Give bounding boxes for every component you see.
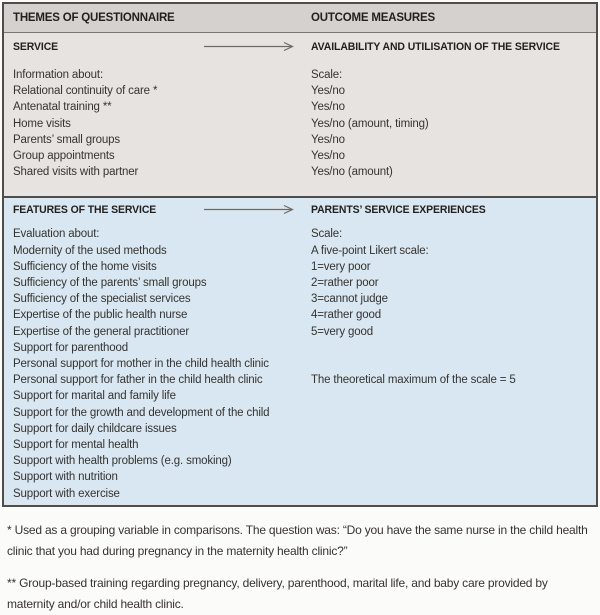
table-row <box>4 405 596 421</box>
theme-item: Antenatal training ** <box>13 101 112 114</box>
section-features <box>4 196 596 504</box>
measure-item: 5=very good <box>311 325 373 338</box>
table-row <box>4 486 596 502</box>
measure-item: Yes/no <box>311 150 345 163</box>
footnote-2: ** Group-based training regarding pregnancy, delivery, parenthood, marital life, and baby care provided by maternity and/or child health clinic. <box>7 575 548 611</box>
measure-item: 4=rather good <box>311 309 381 322</box>
table-row <box>4 83 596 99</box>
theme-item: Shared visits with partner <box>13 166 139 179</box>
measure-item: Yes/no <box>311 101 345 114</box>
right-arrow-icon <box>203 204 300 215</box>
measure-item: Yes/no <box>311 133 345 146</box>
table-row <box>4 226 596 242</box>
theme-item: Support for marital and family life <box>13 390 176 403</box>
measure-item <box>311 388 596 404</box>
section-title-features: FEATURES OF THE SERVICE <box>13 203 157 216</box>
table-row <box>4 67 596 83</box>
questionnaire-table-figure <box>0 2 600 611</box>
measure-item: Scale: <box>311 69 343 81</box>
section-features-rows <box>4 226 596 501</box>
measure-item: Scale: <box>311 228 343 241</box>
measure-item: 3=cannot judge <box>311 293 388 306</box>
theme-item: Group appointments <box>13 150 115 163</box>
column-header-outcomes: OUTCOME MEASURES <box>311 12 435 24</box>
table-row <box>4 291 596 307</box>
footnotes <box>7 520 596 615</box>
column-header-themes: THEMES OF QUESTIONNAIRE <box>13 12 175 24</box>
theme-item: Parents’ small groups <box>13 133 120 146</box>
table-header-row <box>4 4 596 33</box>
theme-item: Support with nutrition <box>13 471 118 484</box>
measure-item <box>311 453 596 469</box>
theme-item: Modernity of the used methods <box>13 244 167 257</box>
theme-item: Sufficiency of the parents’ small groups <box>13 277 207 290</box>
measure-item <box>311 405 596 421</box>
theme-item: Relational continuity of care * <box>13 85 158 98</box>
theme-item: Expertise of the general practitioner <box>13 325 189 338</box>
theme-item: Expertise of the public health nurse <box>13 309 188 322</box>
theme-item: Support for mental health <box>13 439 139 452</box>
table-row <box>4 453 596 469</box>
measure-item <box>311 421 596 437</box>
table-row <box>4 340 596 356</box>
section-service-rows <box>4 67 596 180</box>
measure-item <box>311 356 596 372</box>
table-row <box>4 372 596 388</box>
section-service <box>4 33 596 196</box>
footnote-1: * Used as a grouping variable in comparisons. The question was: “Do you have the same nurse in the child health clinic that you had during pregnancy in the maternity health clinic?” <box>7 522 588 558</box>
measure-item <box>311 486 596 502</box>
measure-item: The theoretical maximum of the scale = 5 <box>311 374 516 387</box>
measure-item: 2=rather poor <box>311 277 379 290</box>
theme-item: Information about: <box>13 69 103 81</box>
theme-item: Support for the growth and development of the child <box>13 406 270 419</box>
theme-item: Support for parenthood <box>13 341 128 354</box>
right-arrow-icon <box>203 41 300 52</box>
measure-item <box>311 340 596 356</box>
table-row <box>4 437 596 453</box>
table-row <box>4 469 596 485</box>
table-row <box>4 148 596 164</box>
section-service-header <box>4 38 596 55</box>
measure-item: Yes/no (amount, timing) <box>311 117 429 130</box>
table-row <box>4 307 596 323</box>
measure-item <box>311 437 596 453</box>
theme-item: Support for daily childcare issues <box>13 422 177 435</box>
table-row <box>4 116 596 132</box>
section-title-parents-experiences: PARENTS’ SERVICE EXPERIENCES <box>311 203 486 216</box>
theme-item: Sufficiency of the home visits <box>13 260 157 273</box>
measure-item: Yes/no <box>311 85 345 98</box>
table-row <box>4 324 596 340</box>
section-features-header <box>4 201 596 218</box>
table-row <box>4 356 596 372</box>
section-title-service: SERVICE <box>13 40 59 53</box>
table-row <box>4 259 596 275</box>
theme-item: Home visits <box>13 117 71 130</box>
theme-item: Support with exercise <box>13 487 120 500</box>
table-row <box>4 132 596 148</box>
section-title-availability-utilisation: AVAILABILITY AND UTILISATION OF THE SERVICE <box>311 40 560 53</box>
table-row <box>4 275 596 291</box>
measure-item: A five-point Likert scale: <box>311 244 429 257</box>
theme-item: Sufficiency of the specialist services <box>13 293 191 306</box>
table-row <box>4 164 596 180</box>
theme-item: Personal support for father in the child health clinic <box>13 374 263 387</box>
table-row <box>4 243 596 259</box>
theme-item: Support with health problems (e.g. smoking) <box>13 455 232 468</box>
measure-item: Yes/no (amount) <box>311 166 393 179</box>
table-row <box>4 99 596 115</box>
themes-outcomes-table <box>2 2 598 507</box>
theme-item: Personal support for mother in the child health clinic <box>13 358 269 371</box>
table-row <box>4 388 596 404</box>
measure-item: 1=very poor <box>311 260 371 273</box>
measure-item <box>311 469 596 485</box>
theme-item: Evaluation about: <box>13 228 100 241</box>
table-row <box>4 421 596 437</box>
